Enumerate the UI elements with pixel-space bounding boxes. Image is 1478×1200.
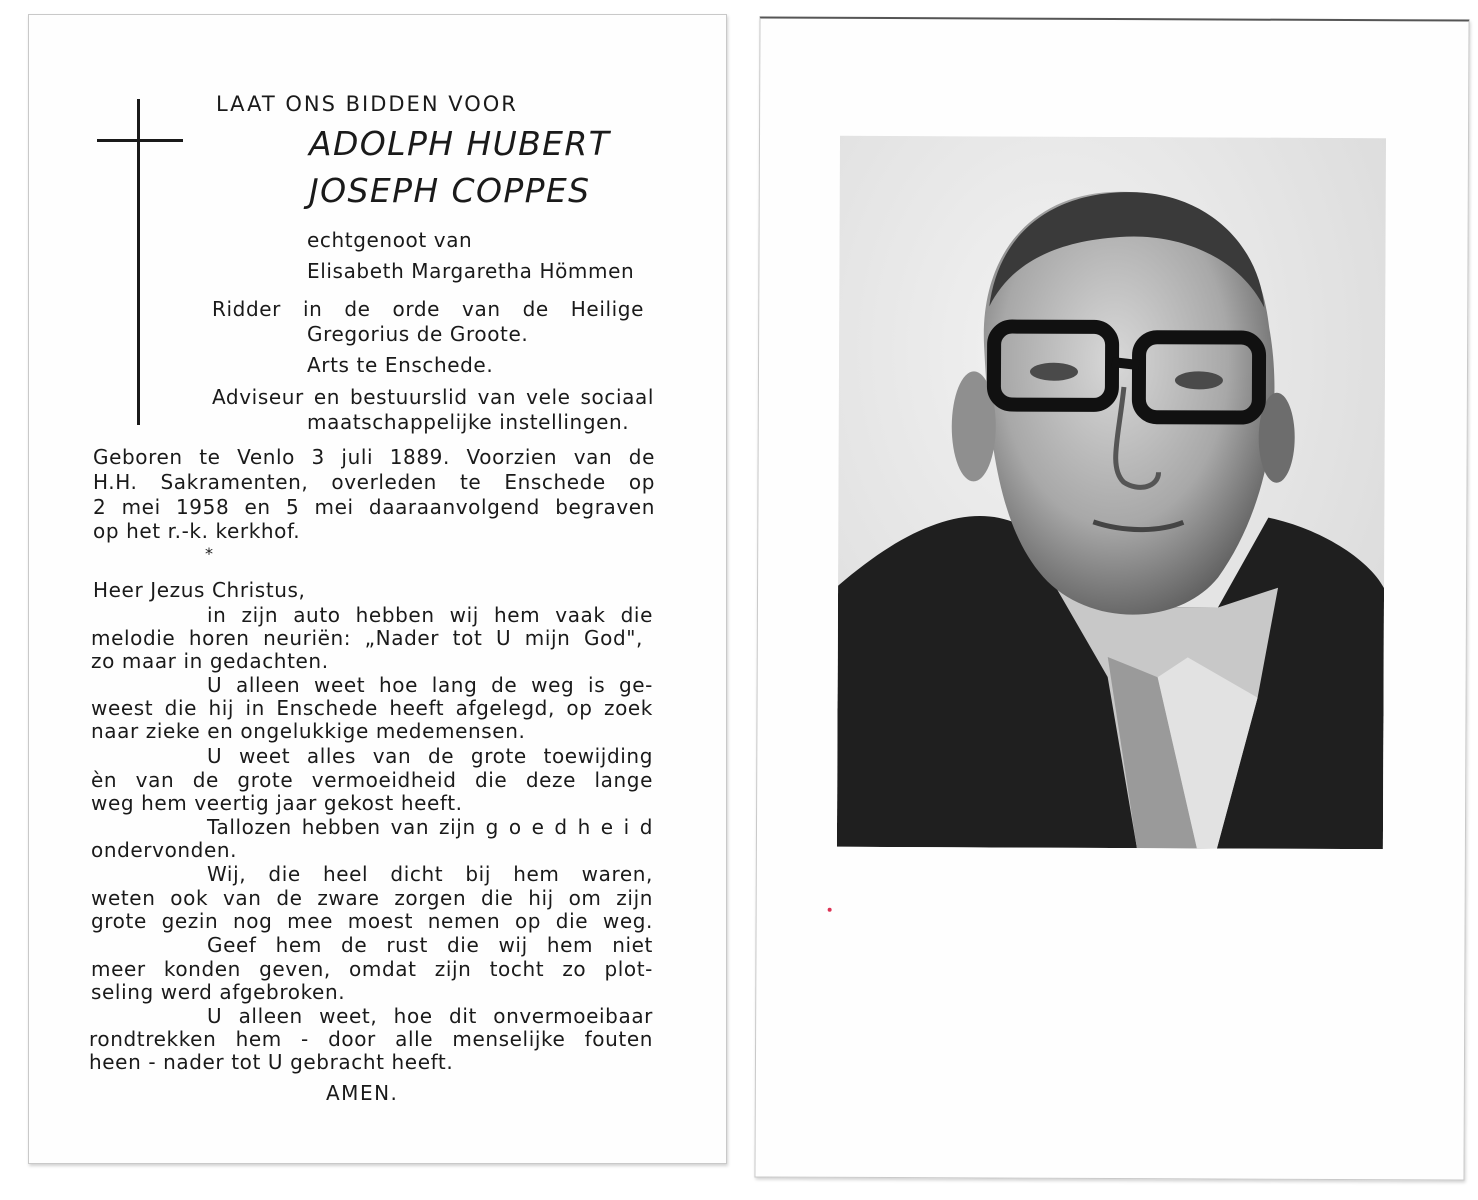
bio-line: op het r.-k. kerkhof.: [93, 519, 301, 543]
prayer-line: heen - nader tot U gebracht heeft.: [89, 1050, 454, 1074]
prayer-line: U weet alles van de grote toewijding: [207, 744, 653, 768]
honor-line-1: Ridder in de orde van de Heilige: [212, 297, 644, 321]
prayer-line: melodie horen neuriën: „Nader tot U mijn God",: [91, 626, 643, 650]
name-line-2: JOSEPH COPPES: [309, 171, 591, 210]
profession: Arts te Enschede.: [307, 353, 494, 377]
name-line-1: ADOLPH HUBERT: [309, 124, 611, 163]
memorial-card-text: [28, 14, 727, 1164]
paper-speck: [828, 908, 832, 912]
portrait-illustration: [837, 136, 1386, 849]
prayer-line: èn van de grote vermoeidheid die deze lange: [91, 768, 653, 792]
prayer-line: grote gezin nog mee moest nemen op die weg.: [91, 909, 653, 933]
prayer-line: Heer Jezus Christus,: [93, 578, 306, 602]
bio-line: 2 mei 1958 en 5 mei daaraanvolgend begraven: [93, 495, 655, 519]
role-line-1: Adviseur en bestuurslid van vele sociaal: [212, 385, 654, 409]
spouse-name: Elisabeth Margaretha Hömmen: [307, 259, 635, 283]
prayer-line: meer konden geven, omdat zijn tocht zo plot-: [91, 957, 653, 981]
memorial-card-photo: [754, 16, 1469, 1180]
prayer-line: zo maar in gedachten.: [91, 649, 329, 673]
prayer-line: weten ook van de zware zorgen die hij om zijn: [91, 886, 653, 910]
prayer-line: weg hem veertig jaar gekost heeft.: [91, 791, 463, 815]
honor-line-2: Gregorius de Groote.: [307, 322, 529, 346]
spouse-intro: echtgenoot van: [307, 228, 473, 252]
prayer-line: U alleen weet hoe lang de weg is ge-: [207, 673, 653, 697]
separator-asterisk: *: [205, 544, 214, 563]
prayer-line: Tallozen hebben van zijn g o e d h e i d: [207, 815, 653, 839]
prayer-line: rondtrekken hem - door alle menselijke fouten: [89, 1027, 653, 1051]
prayer-line: seling werd afgebroken.: [91, 980, 346, 1004]
prayer-line: Geef hem de rust die wij hem niet: [207, 933, 653, 957]
closing-amen: AMEN.: [326, 1081, 399, 1105]
prayer-line: in zijn auto hebben wij hem vaak die: [207, 603, 653, 627]
prayer-line: weest die hij in Enschede heeft afgelegd, op zoek: [91, 696, 653, 720]
bio-line: H.H. Sakramenten, overleden te Enschede op: [93, 470, 655, 494]
bio-line: Geboren te Venlo 3 juli 1889. Voorzien van de: [93, 445, 655, 469]
role-line-2: maatschappelijke instellingen.: [307, 410, 630, 434]
prayer-line: U alleen weet, hoe dit onvermoeibaar: [207, 1004, 653, 1028]
portrait-photo: [837, 136, 1386, 849]
prayer-line: naar zieke en ongelukkige medemensen.: [91, 719, 526, 743]
prayer-line: Wij, die heel dicht bij hem waren,: [207, 862, 653, 886]
cross-icon: [137, 99, 140, 425]
cross-icon-bar: [97, 139, 183, 142]
heading: LAAT ONS BIDDEN VOOR: [216, 92, 518, 116]
prayer-line: ondervonden.: [91, 838, 238, 862]
